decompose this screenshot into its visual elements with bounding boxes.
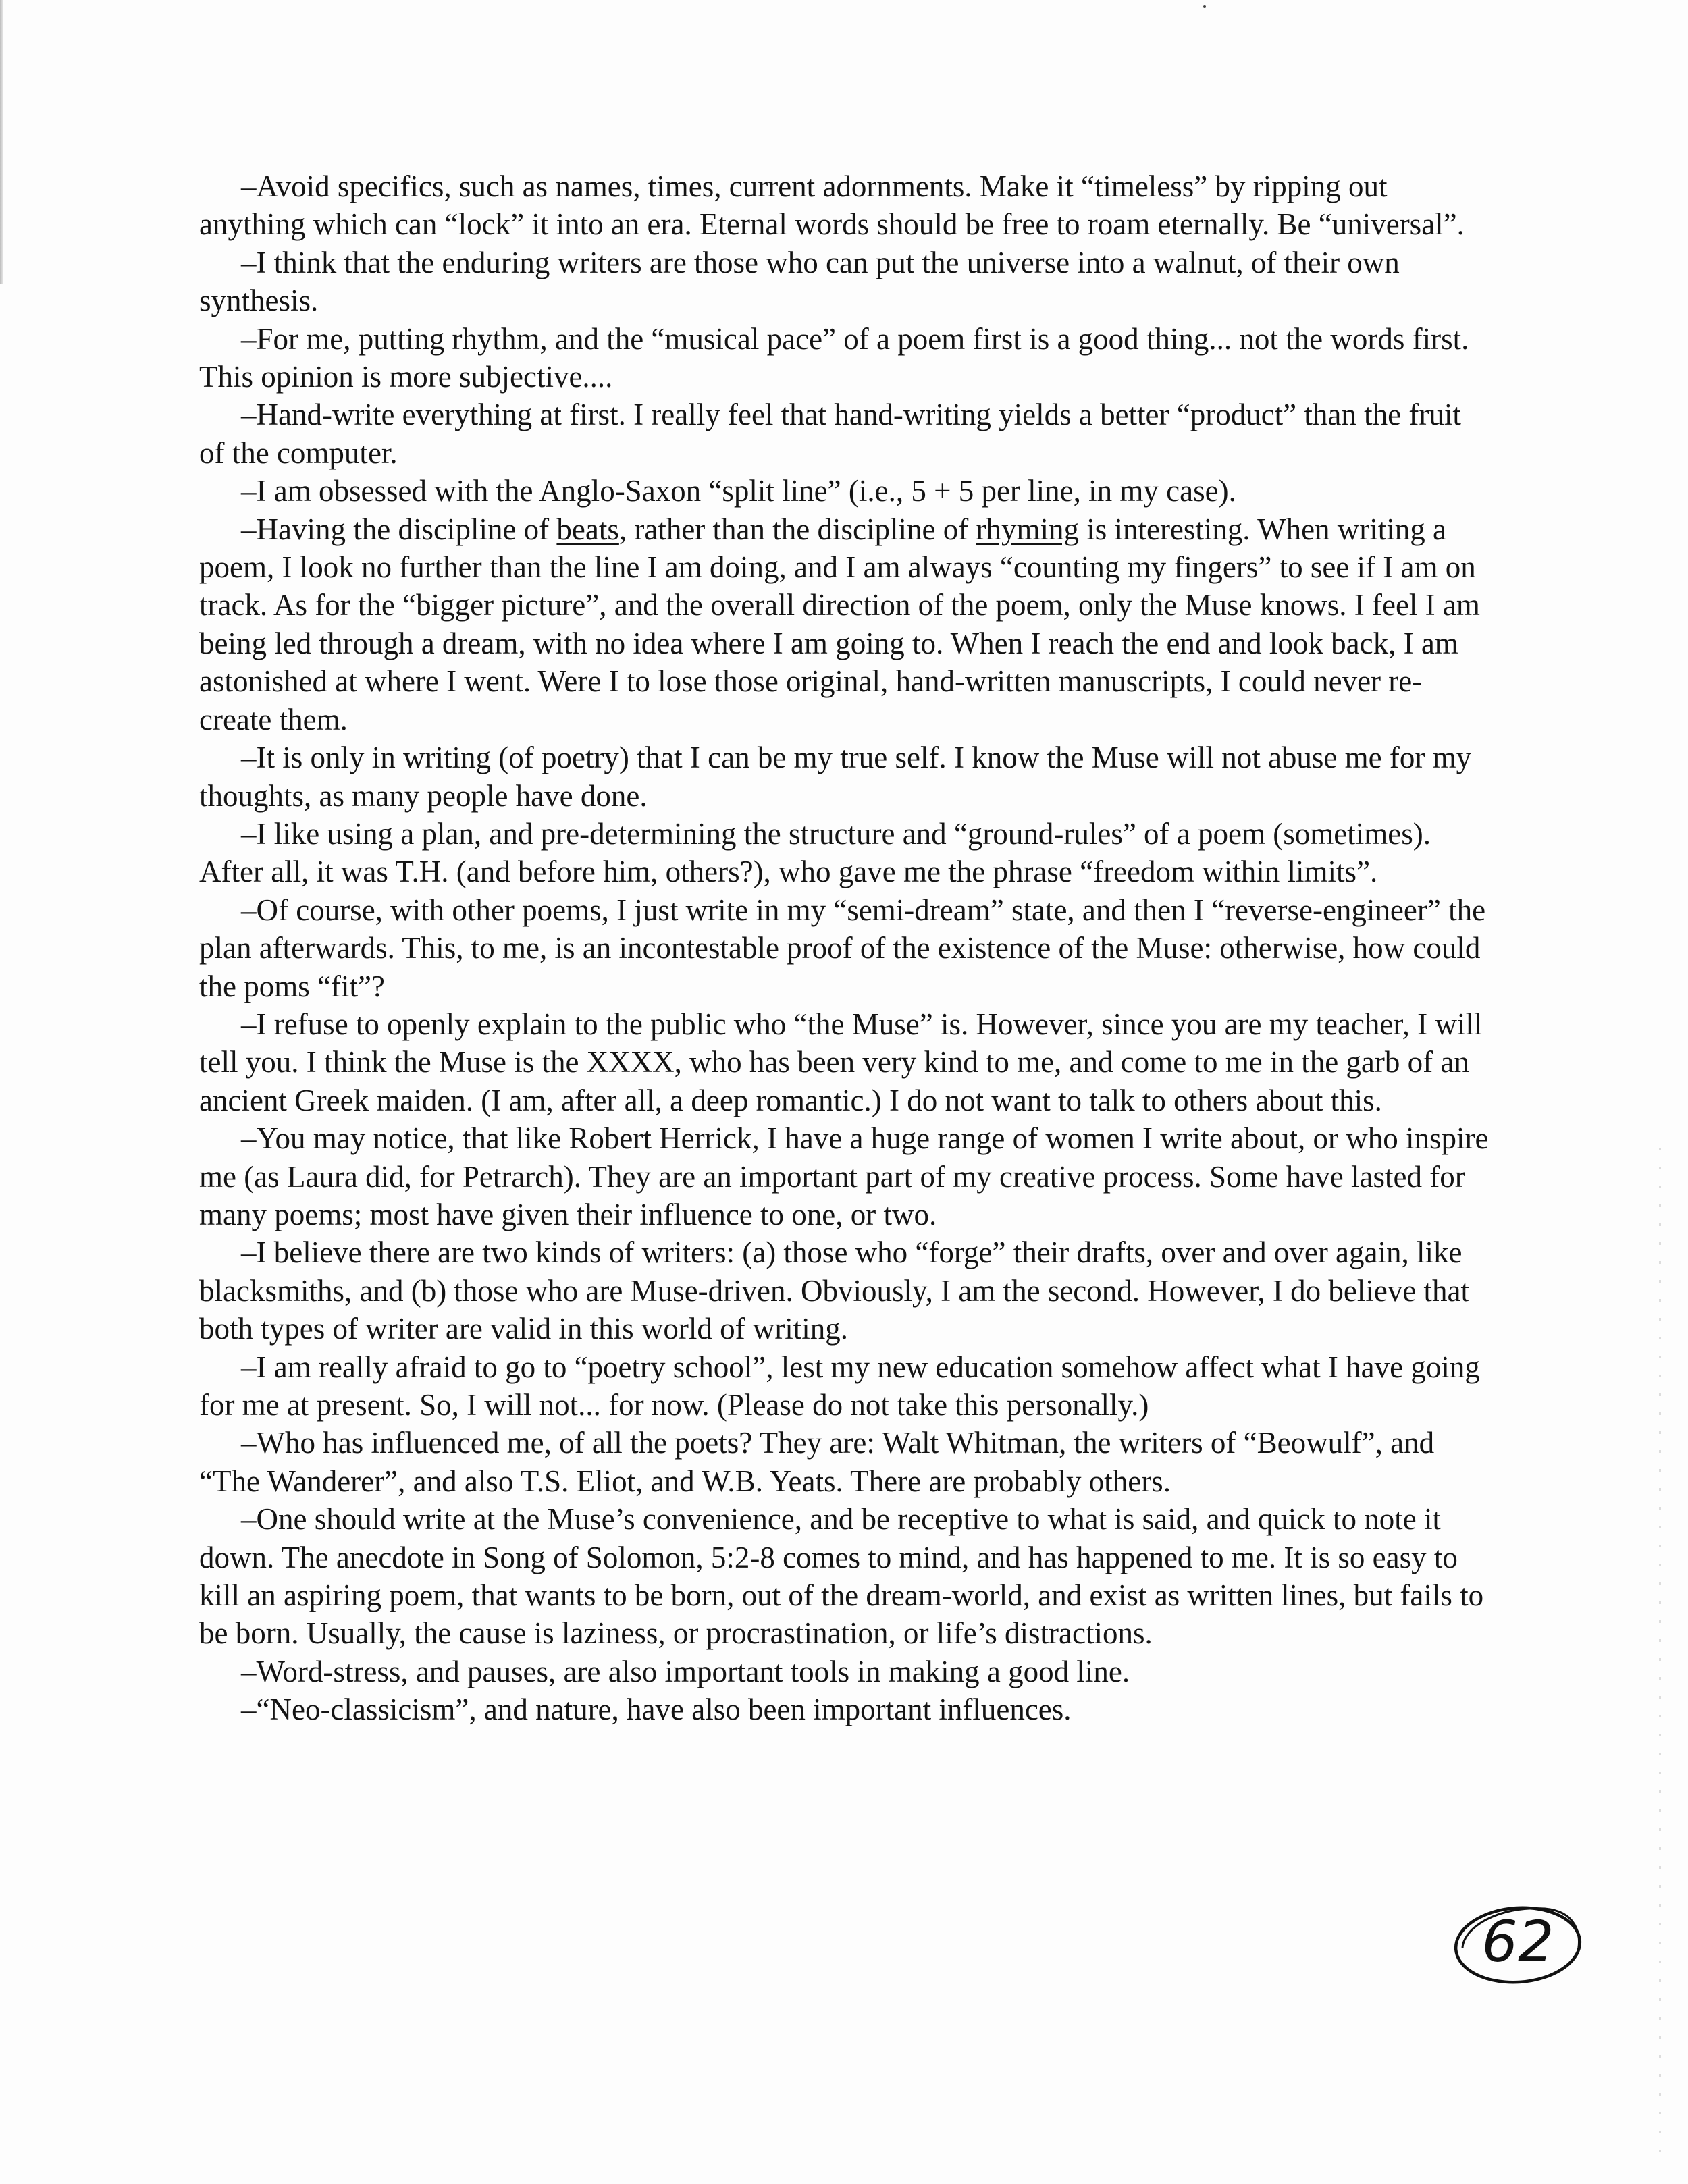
- document-body: [199, 167, 1492, 1729]
- paragraph: –Word-stress, and pauses, are also important tools in making a good line.: [241, 1654, 1130, 1688]
- paragraph: –I believe there are two kinds of writers: (a) those who “forge” their drafts, over and over again, like blacksmiths, and (b) those who are Muse-driven. Obviously, I am the second. However, I do believe that both types of writer are valid in this world of writing.: [199, 1235, 1470, 1346]
- paragraph-text: , rather than the discipline of: [618, 512, 976, 546]
- paragraph: –I am really afraid to go to “poetry school”, lest my new education somehow affect what I have going for me at present. So, I will not... for now. (Please do not take this personally.): [199, 1350, 1480, 1422]
- paragraph-text: is interesting. When writing a poem, I look no further than the line I am doing, and I am always “counting my fingers” to see if I am on track. As for the “bigger picture”, and the overall direction of the poem, only the Muse knows. I feel I am being led through a dream, with no idea where I am going to. When I reach the end and look back, I am astonished at where I went. Were I to lose those original, hand-written manuscripts, I could never re-create them.: [199, 512, 1480, 737]
- circled-number-icon: [1450, 1900, 1585, 1988]
- paragraph: –Hand-write everything at first. I really feel that hand-writing yields a better “product” than the fruit of the computer.: [199, 398, 1461, 470]
- paragraph: –One should write at the Muse’s convenience, and be receptive to what is said, and quick to note it down. The anecdote in Song of Solomon, 5:2-8 comes to mind, and has happened to me. It is so easy to kill an aspiring poem, that wants to be born, out of the dream-world, and exist as written lines, but fails to be born. Usually, the cause is laziness, or procrastination, or life’s distractions.: [199, 1502, 1484, 1651]
- scan-speck: [1203, 5, 1206, 8]
- paragraph: –I think that the enduring writers are those who can put the universe into a walnut, of their own synthesis.: [199, 245, 1400, 318]
- paragraph: –You may notice, that like Robert Herrick, I have a huge range of women I write about, or who inspire me (as Laura did, for Petrarch). They are an important part of my creative process. Some have lasted for many poems; most have given their influence to one, or two.: [199, 1121, 1489, 1231]
- paragraph: –Avoid specifics, such as names, times, current adornments. Make it “timeless” by ripping out anything which can “lock” it into an era. Eternal words should be free to roam eternally. Be “universal”.: [199, 169, 1465, 242]
- scan-edge-shadow: [0, 0, 3, 284]
- paragraph: –“Neo-classicism”, and nature, have also been important influences.: [241, 1693, 1072, 1727]
- paragraph: –I am obsessed with the Anglo-Saxon “split line” (i.e., 5 + 5 per line, in my case).: [241, 474, 1236, 508]
- handwritten-page-number: [1450, 1900, 1585, 1988]
- page-number-text: 62: [1481, 1909, 1554, 1975]
- underlined-word-beats: beats: [556, 512, 619, 546]
- paragraph: –Who has influenced me, of all the poets? They are: Walt Whitman, the writers of “Beowulf”, and “The Wanderer”, and also T.S. Eliot, and W.B. Yeats. There are probably others.: [199, 1426, 1435, 1498]
- paragraph: –For me, putting rhythm, and the “musical pace” of a poem first is a good thing... not the words first. This opinion is more subjective....: [199, 321, 1469, 394]
- paragraph: –It is only in writing (of poetry) that I can be my true self. I know the Muse will not abuse me for my thoughts, as many people have done.: [199, 741, 1472, 813]
- scan-margin-marks: [1659, 1148, 1661, 2160]
- paragraph: –I like using a plan, and pre-determining the structure and “ground-rules” of a poem (sometimes). After all, it was T.H. (and before him, others?), who gave me the phrase “freedom within limits”.: [199, 816, 1431, 889]
- paragraph: [199, 510, 1492, 739]
- underlined-word-rhyming: rhyming: [976, 512, 1079, 546]
- paragraph: –I refuse to openly explain to the public who “the Muse” is. However, since you are my teacher, I will tell you. I think the Muse is the XXXX, who has been very kind to me, and come to me in the garb of an ancient Greek maiden. (I am, after all, a deep romantic.) I do not want to talk to others about this.: [199, 1007, 1483, 1117]
- paragraph: –Of course, with other poems, I just write in my “semi-dream” state, and then I “reverse-engineer” the plan afterwards. This, to me, is an incontestable proof of the existence of the Muse: otherwise, how could the poms “fit”?: [199, 893, 1486, 1003]
- paragraph-text: –Having the discipline of: [241, 512, 557, 546]
